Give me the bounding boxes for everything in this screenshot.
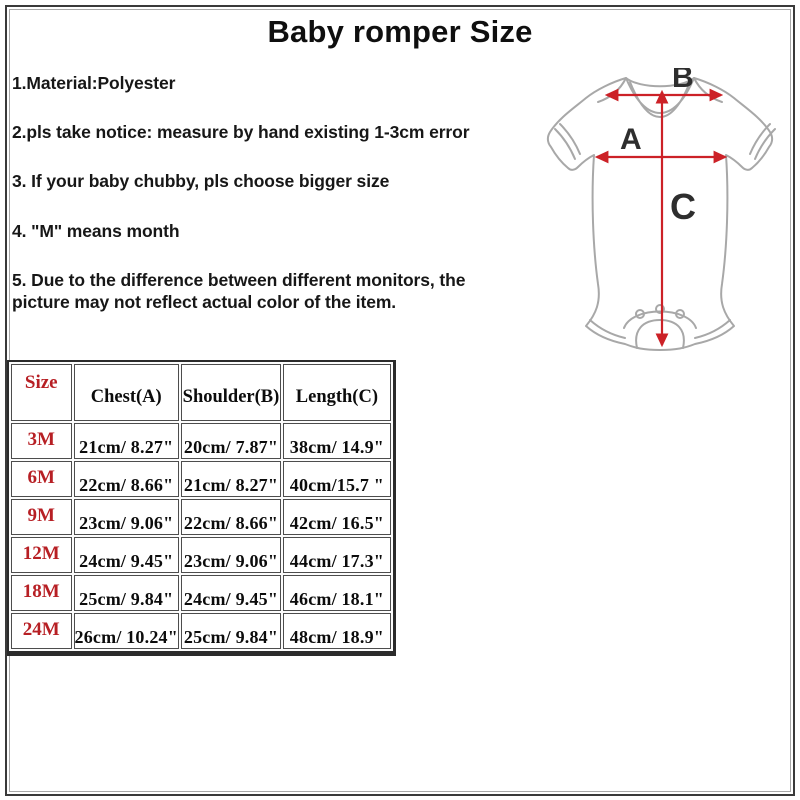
note-measure-error: 2.pls take notice: measure by hand existing 1-3cm error	[12, 122, 470, 143]
table-row-3m	[11, 423, 391, 459]
page-title: Baby romper Size	[267, 14, 533, 49]
header-shoulder: Shoulder(B)	[181, 364, 281, 421]
size-label: 6M	[11, 461, 72, 497]
size-label: 9M	[11, 499, 72, 535]
chest-value: 22cm/ 8.66"	[74, 461, 179, 497]
chest-value: 26cm/ 10.24"	[74, 613, 179, 649]
table-row-9m	[11, 499, 391, 535]
note-chubby-size: 3. If your baby chubby, pls choose bigger size	[12, 171, 390, 192]
length-value: 38cm/ 14.9"	[283, 423, 391, 459]
chest-value: 23cm/ 9.06"	[74, 499, 179, 535]
size-label: 3M	[11, 423, 72, 459]
table-header-row	[11, 364, 391, 421]
chest-value: 21cm/ 8.27"	[74, 423, 179, 459]
chest-letter: A	[620, 123, 642, 156]
shoulder-value: 23cm/ 9.06"	[181, 537, 281, 573]
table-row-24m	[11, 613, 391, 649]
shoulder-value: 25cm/ 9.84"	[181, 613, 281, 649]
shoulder-value: 20cm/ 7.87"	[181, 423, 281, 459]
shoulder-value: 21cm/ 8.27"	[181, 461, 281, 497]
length-value: 42cm/ 16.5"	[283, 499, 391, 535]
romper-diagram-svg	[540, 68, 790, 359]
chest-value: 24cm/ 9.45"	[74, 537, 179, 573]
length-value: 44cm/ 17.3"	[283, 537, 391, 573]
header-chest: Chest(A)	[74, 364, 179, 421]
length-value: 46cm/ 18.1"	[283, 575, 391, 611]
length-value: 48cm/ 18.9"	[283, 613, 391, 649]
romper-measurement-diagram	[540, 68, 790, 359]
shoulder-value: 22cm/ 8.66"	[181, 499, 281, 535]
table-row-18m	[11, 575, 391, 611]
header-length: Length(C)	[283, 364, 391, 421]
note-material: 1.Material:Polyester	[12, 73, 176, 93]
note-month-meaning: 4. "M" means month	[12, 220, 180, 241]
shoulder-letter: B	[672, 68, 694, 94]
notes-list	[12, 72, 514, 340]
size-label: 18M	[11, 575, 72, 611]
header-size: Size	[11, 364, 72, 421]
size-label: 24M	[11, 613, 72, 649]
chest-value: 25cm/ 9.84"	[74, 575, 179, 611]
table-row-6m	[11, 461, 391, 497]
length-letter: C	[670, 186, 696, 227]
size-table	[7, 360, 396, 656]
shoulder-value: 24cm/ 9.45"	[181, 575, 281, 611]
note-monitor-color: 5. Due to the difference between different monitors, the picture may not reflect actual color of the item.	[12, 269, 466, 313]
table-row-12m	[11, 537, 391, 573]
size-label: 12M	[11, 537, 72, 573]
length-value: 40cm/15.7 "	[283, 461, 391, 497]
